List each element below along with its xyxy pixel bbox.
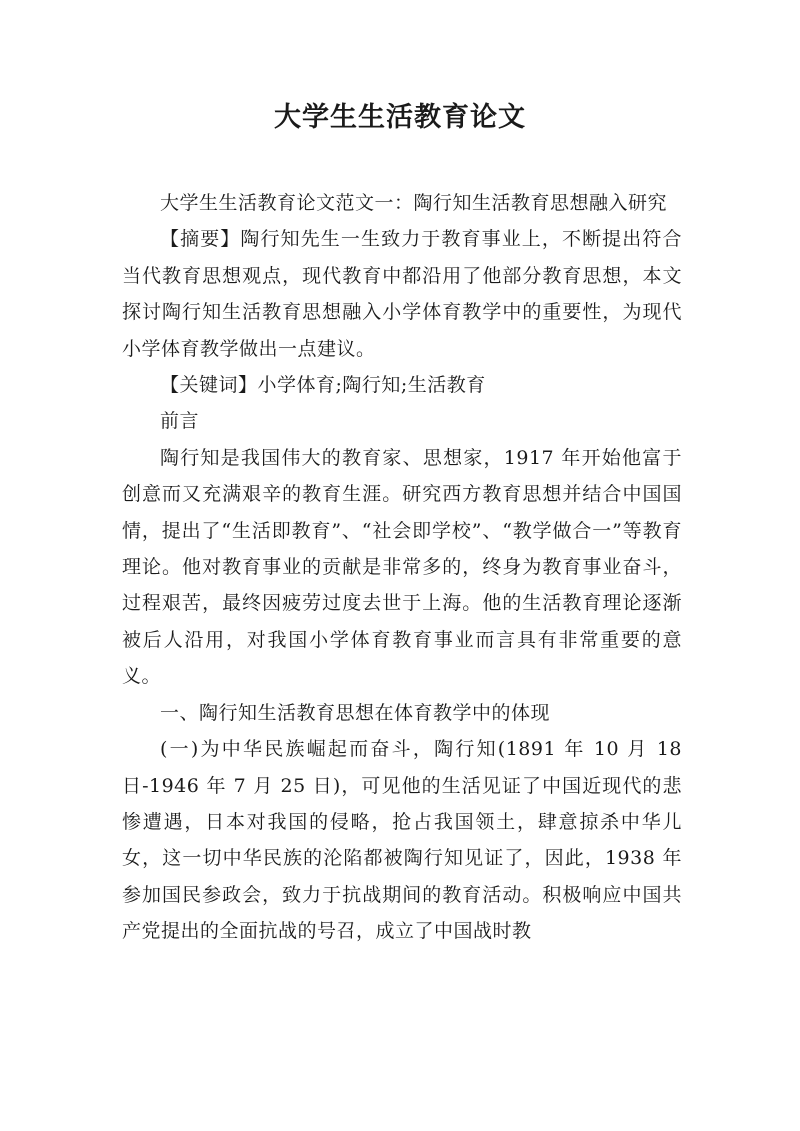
section-heading-preface: 前言 (160, 410, 200, 433)
paragraph-preface: 陶行知是我国伟大的教育家、思想家，1917 年开始他富于创意而又充满艰辛的教育生涯。研究西方教育思想并结合中国国情，提出了“生活即教育”、“社会即学校”、“教学做合一”等教育理论。他对教育事业的贡献是非常多的，终身为教育事业奋斗，过程艰苦，最终因疲劳过度去世于上海。他的生活教育理论逐渐被后人沿用，对我国小学体育教育事业而言具有非常重要的意义。 (122, 446, 682, 688)
paragraph-1-1: (一)为中华民族崛起而奋斗，陶行知(1891 年 10 月 18 日-1946 年 7 月 25 日)，可见他的生活见证了中国近现代的悲惨遭遇，日本对我国的侵略，抢占我国领土，肆意掠杀中华儿女，这一切中华民族的沦陷都被陶行知见证了，因此，1938 年参加国民参政会，致力于抗战期间的教育活动。积极响应中国共产党提出的全面抗战的号召，成立了中国战时教 (122, 738, 682, 943)
document-body (122, 185, 682, 950)
paragraph-abstract: 【摘要】陶行知先生一生致力于教育事业上，不断提出符合当代教育思想观点，现代教育中都沿用了他部分教育思想，本文探讨陶行知生活教育思想融入小学体育教学中的重要性，为现代小学体育教学做出一点建议。 (122, 228, 682, 360)
paragraph-keywords: 【关键词】小学体育;陶行知;生活教育 (160, 374, 486, 397)
document-title: 大学生生活教育论文 (274, 102, 526, 133)
paragraph-subtitle: 大学生生活教育论文范文一：陶行知生活教育思想融入研究 (160, 192, 668, 214)
section-heading-1: 一、陶行知生活教育思想在体育教学中的体现 (160, 701, 551, 724)
